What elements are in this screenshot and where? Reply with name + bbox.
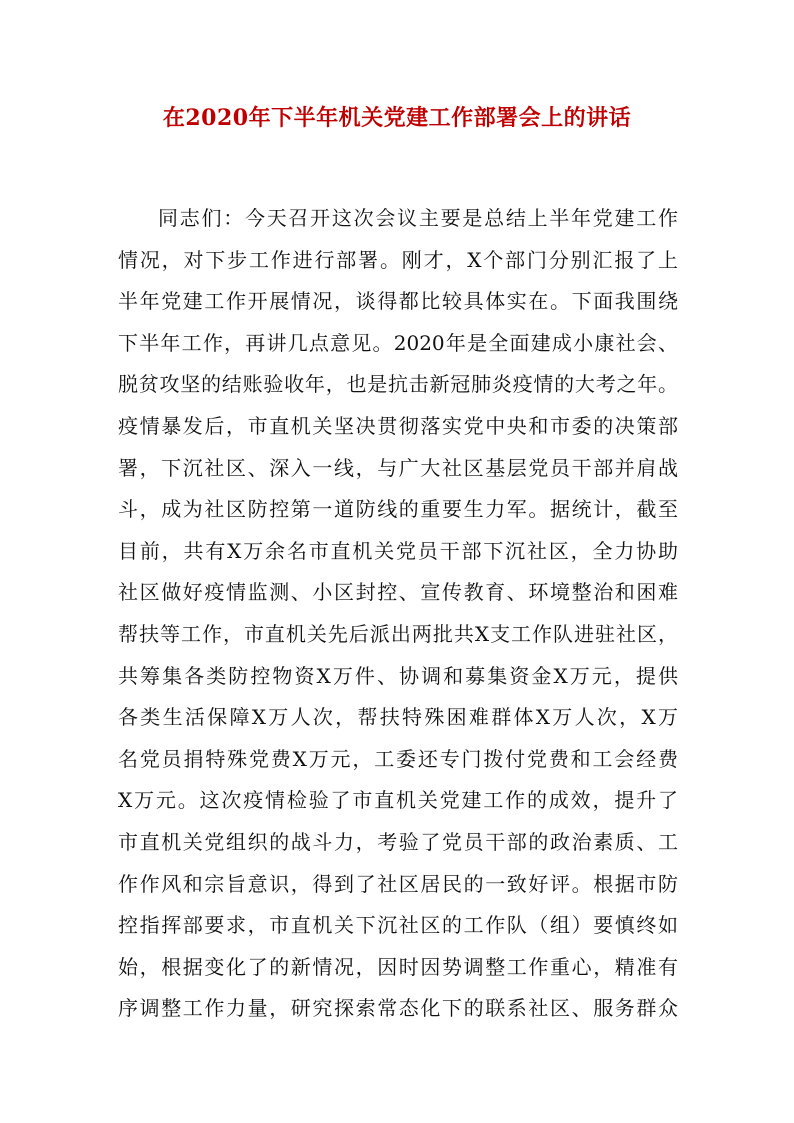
body-line-15: X万元。这次疫情检验了市直机关党建工作的成效，提升了	[118, 788, 678, 813]
body-line-2: 情况，对下步工作进行部署。刚才，X个部门分别汇报了上	[118, 247, 678, 272]
body-line-8: 斗，成为社区防控第一道防线的重要生力军。据统计，截至	[118, 497, 678, 522]
body-line-1: 同志们：今天召开这次会议主要是总结上半年党建工作	[158, 206, 678, 230]
body-line-20: 序调整工作力量，研究探索常态化下的联系社区、服务群众	[118, 996, 678, 1021]
body-line-16: 市直机关党组织的战斗力，考验了党员干部的政治素质、工	[118, 829, 678, 854]
body-line-11: 帮扶等工作，市直机关先后派出两批共X支工作队进驻社区，	[118, 621, 678, 646]
body-line-4: 下半年工作，再讲几点意见。2020年是全面建成小康社会、	[118, 330, 678, 355]
document-title: 在2020年下半年机关党建工作部署会上的讲话	[162, 105, 632, 131]
body-line-6: 疫情暴发后，市直机关坚决贯彻落实党中央和市委的决策部	[118, 413, 678, 438]
body-line-5: 脱贫攻坚的结账验收年，也是抗击新冠肺炎疫情的大考之年。	[118, 372, 678, 397]
body-line-12: 共筹集各类防控物资X万件、协调和募集资金X万元，提供	[118, 663, 678, 688]
body-line-18: 控指挥部要求，市直机关下沉社区的工作队（组）要慎终如	[118, 913, 678, 938]
body-line-17: 作作风和宗旨意识，得到了社区居民的一致好评。根据市防	[118, 871, 678, 896]
body-line-7: 署，下沉社区、深入一线，与广大社区基层党员干部并肩战	[118, 455, 678, 480]
body-line-3: 半年党建工作开展情况，谈得都比较具体实在。下面我围绕	[118, 289, 678, 314]
body-line-14: 名党员捐特殊党费X万元，工委还专门拨付党费和工会经费	[118, 746, 678, 771]
body-line-9: 目前，共有X万余名市直机关党员干部下沉社区，全力协助	[118, 538, 678, 563]
document-body	[118, 198, 678, 1030]
body-line-13: 各类生活保障X万人次，帮扶特殊困难群体X万人次，X万	[118, 705, 678, 730]
body-line-19: 始，根据变化了的新情况，因时因势调整工作重心，精准有	[118, 954, 678, 979]
body-line-10: 社区做好疫情监测、小区封控、宣传教育、环境整治和困难	[118, 580, 678, 605]
